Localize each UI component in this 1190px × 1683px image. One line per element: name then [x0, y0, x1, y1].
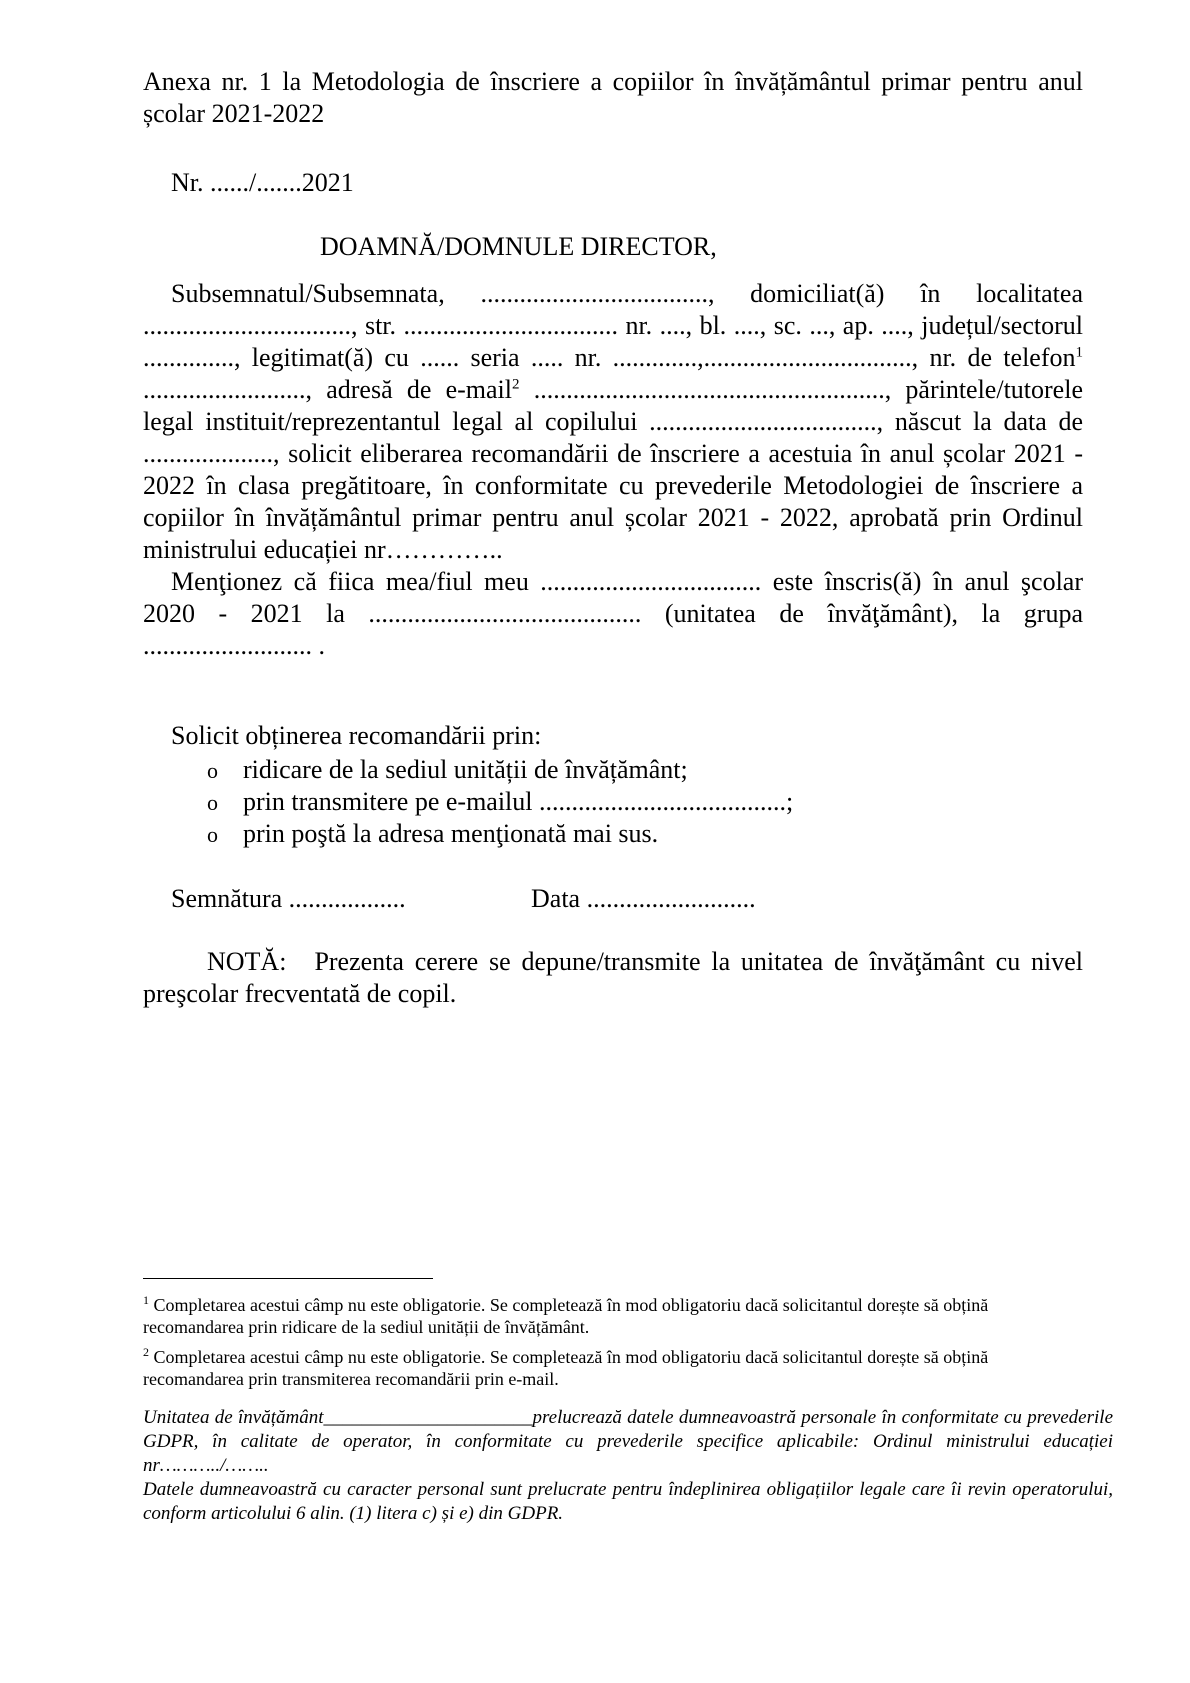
footnote-ref-2[interactable]: 2	[511, 376, 520, 393]
footnote-mark: 2	[143, 1345, 149, 1359]
annex-header: Anexa nr. 1 la Metodologia de înscriere a copiilor în învățământul primar pentru anul școlar 2021-2022	[143, 67, 1083, 128]
signature-field: Semnătura ..................	[171, 884, 406, 913]
option-item-post[interactable]	[171, 818, 793, 850]
option-bullet-icon: o	[207, 790, 218, 815]
option-item-email[interactable]	[171, 786, 793, 818]
options-heading: Solicit obținerea recomandării prin:	[171, 721, 542, 750]
footnote-2	[143, 1346, 1083, 1390]
option-bullet-icon: o	[207, 758, 218, 783]
note-label: NOTĂ:	[207, 947, 287, 976]
registration-number: Nr. ....../.......2021	[171, 168, 354, 197]
note-text: Prezenta cerere se depune/transmite la unitatea de învăţământ cu nivel preşcolar frecventată de copil.	[143, 947, 1083, 1008]
request-text-part2: ........................., adresă de e-mail	[143, 375, 512, 404]
footnote-divider	[143, 1278, 433, 1279]
gdpr-paragraph-2: Datele dumneavoastră cu caracter personal sunt prelucrate pentru îndeplinirea obligațiilor legale care îi revin operatorului, conform articolului 6 alin. (1) litera c) și e) din GDPR.	[143, 1479, 1113, 1524]
option-bullet-icon: o	[207, 822, 218, 847]
footnote-mark: 1	[143, 1293, 149, 1307]
footnote-1	[143, 1294, 1083, 1338]
request-paragraph	[143, 278, 1083, 566]
gdpr-paragraph-1: Unitatea de învățământ______________________prelucrează datele dumneavoastră personale în conformitate cu prevederile GDPR, în calitate de operator, în conformitate cu prevederile specifice aplicabile: Ordinul ministrului educației nr………../……..	[143, 1407, 1113, 1476]
mention-paragraph: Menţionez că fiica mea/fiul meu .................................. este înscris(ă) în anul şcolar 2020 - 2021 la .......................................... (unitatea de învăţământ), la grupa .......................... .	[143, 567, 1083, 660]
option-label: prin poştă la adresa menţionată mai sus.	[243, 819, 659, 848]
note	[143, 946, 1083, 1010]
gdpr-notice	[143, 1406, 1113, 1526]
delivery-options	[171, 720, 793, 850]
request-text-part3: ......................................................, părintele/tutorele legal instituit/reprezentantul legal al copilului ..................................., născut la data de ...................., solicit eliberarea recomandării de înscriere a acestuia în anul școlar 2021 - 2022 în clasa pregătitoare, în conformitate cu prevederile Metodologiei de înscriere a copiilor în învățământul primar pentru anul școlar 2021 - 2022, aprobată prin Ordinul ministrului educației nr…………..	[143, 375, 1083, 564]
request-text-part1: Subsemnatul/Subsemnata, ..................................., domiciliat(ă) în localitatea ................................, str. ................................. nr. ...., bl. ...., sc. ..., ap. ...., județul/sectorul .............., legitimat(ă) cu ...... seria ..... nr. .............,................................, nr. de telefon	[143, 279, 1083, 372]
date-field: Data ..........................	[531, 884, 756, 913]
request-body	[143, 278, 1083, 662]
footnote-text: Completarea acestui câmp nu este obligatorie. Se completează în mod obligatoriu dacă solicitantul dorește să obțină recomandarea prin transmiterea recomandării prin e-mail.	[143, 1347, 989, 1389]
option-label: prin transmitere pe e-mailul ......................................;	[243, 787, 794, 816]
page-title: DOAMNĂ/DOMNULE DIRECTOR,	[320, 232, 717, 261]
option-label: ridicare de la sediul unității de învățământ;	[243, 755, 688, 784]
footnote-text: Completarea acestui câmp nu este obligatorie. Se completează în mod obligatoriu dacă solicitantul dorește să obțină recomandarea prin ridicare de la sediul unității de învățământ.	[143, 1295, 989, 1337]
option-item-pickup[interactable]	[171, 754, 793, 786]
footnote-ref-1[interactable]: 1	[1075, 344, 1083, 361]
